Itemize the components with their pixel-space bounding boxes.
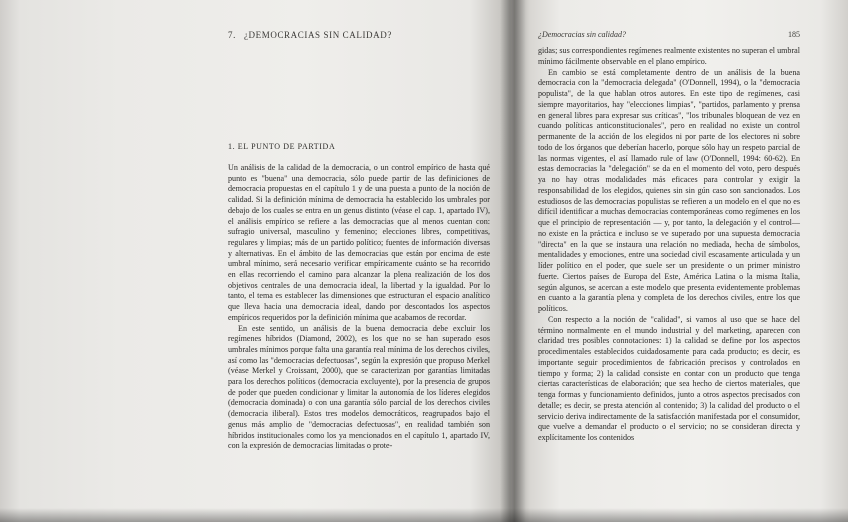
right-page <box>538 30 800 444</box>
right-running-head <box>538 30 800 44</box>
right-running-head-title: ¿Democracias sin calidad? <box>538 30 626 39</box>
left-paragraph-2: En este sentido, un análisis de la buena democracia debe excluir los regímenes híbridos (Diamond, 2002), es los que no se han superado esos umbrales mínimos porque falta una garantía real mínima de los derechos civiles, así como las "democracias defectuosas", según la expresión que propuso Merkel (véase Merkel y Croissant, 2000), que se caracterizan por garantías limitadas para los derechos políticos (democracia excluyente), por la presencia de grupos de poder que pueden condicionar y limitar la autonomía de los líderes elegidos (democracia dominada) o con una garantía sólo parcial de los derechos civiles (democracia iliberal). Estos tres modelos democráticos, reagrupados bajo el genus más amplio de "democracias defectuosas", en realidad también son híbridos institucionales como los ya mencionados en el capítulo 1, apartado IV, con la expresión de democracias limitadas o prote- <box>228 323 490 451</box>
right-paragraph-1: gidas; sus correspondientes regímenes realmente existentes no superan el umbral mínimo fácilmente observable en el plano empírico. <box>538 46 800 66</box>
left-running-head-title: ¿DEMOCRACIAS SIN CALIDAD? <box>243 30 392 40</box>
left-running-head <box>228 30 490 44</box>
right-page-body <box>538 46 800 444</box>
right-paragraph-2: En cambio se está completamente dentro de un análisis de la buena democracia con la "democracia delegada" (O'Donnell, 1994), o la "democracia populista", de la que hablan otros autores. En este tipo de regímenes, casi siempre mayoritarios, hay "elecciones limpias", "partidos, parlamento y prensa en general libres para expresar sus críticas", "los tribunales bloquean de vez en cuando políticas anticonstitucionales", pero en realidad no existe un control permanente de la acción de los elegidos ni por parte de los electores ni sobre todo de los órganos que deberían hacerlo, porque sólo hay un respeto parcial de las normas vigentes, el así llamado rule of law (O'Donnell, 1994: 60-62). En estas democracias la "delegación" se da en el momento del voto, pero después ya no hay otras modalidades más eficaces para controlar y exigir la responsabilidad de los elegidos, quienes sin sin gún caso son sancionados. Los estudiosos de las democracias populistas se refieren a un modelo en el que no es difícil identificar a muchas democracias contemporáneas como regímenes en los que el principio de representación — y, por tanto, la delegación y el control— no existe en la práctica e incluso se ve superado por una supuesta democracia "directa" en la que se instaura una relación no mediada, hecha de símbolos, mentalidades y emociones, entre una sociedad civil escasamente articulada y un líder político en el poder, que suele ser un presidente o un primer ministro fuerte. Ciertos países de Europa del Este, América Latina o la misma Italia, según algunos, se acercan a este modelo que presenta evidentemente problemas en cuanto a la garantía plena y completa de los derechos civiles, entre los que políticos. <box>538 67 800 313</box>
section-heading: 1. EL PUNTO DE PARTIDA <box>228 142 336 151</box>
left-page <box>228 30 490 452</box>
right-paragraph-3: Con respecto a la noción de "calidad", si vamos al uso que se hace del término normalmente en el mundo industrial y del marketing, aparecen con claridad tres posibles connotaciones: 1) la calidad se define por los aspectos procedimentales establecidos cuidadosamente para cada producto; es decir, es importante seguir procedimientos de fabricación precisos y controlados en tiempo y forma; 2) la calidad consiste en contar con un producto que tenga ciertas características de elaboración; que sea hecho de ciertos materiales, que tenga formas y funcionamiento definidos, junto a otros aspectos precisados con detalle; es decir, se presta atención al contenido; 3) la calidad del producto o el servicio deriva indirectamente de la satisfacción manifestada por el consumidor, que vuelve a demandar el producto o el servicio; no se consideran directa y explícitamente los contenidos <box>538 314 800 442</box>
left-page-number: 7. <box>228 30 236 40</box>
page-bottom-shadow <box>0 508 848 522</box>
left-paragraph-1: Un análisis de la calidad de la democracia, o un control empírico de hasta qué punto es "buena" una democracia, sólo puede partir de las definiciones de democracia propuestas en el capítulo 1 y de una puesta a punto de la noción de calidad. Si la definición mínima de democracia ha establecido los umbrales por debajo de los cuales se entra en un genus distinto (véase el cap. 1, apartado IV), el análisis empírico se refiere a las democracias que al menos cuentan con: sufragio universal, masculino y femenino; elecciones libres, competitivas, regulares y limpias; más de un partido político; fuentes de información diversas y alternativas. En el ámbito de las democracias que están por encima de este umbral mínimo, será necesario verificar empíricamente cuánto se ha recorrido en ellas recorriendo el camino para alcanzar la plena realización de los dos objetivos centrales de una democracia ideal, la libertad y la igualdad. Por lo tanto, el tema es establecer las dimensiones que estructuran el espacio analítico que lleva hacia una democracia ideal, dando por descontados los aspectos empíricos requeridos por la definición mínima que acabamos de recordar. <box>228 163 490 322</box>
right-page-number: 185 <box>788 30 800 39</box>
book-gutter <box>500 0 526 522</box>
